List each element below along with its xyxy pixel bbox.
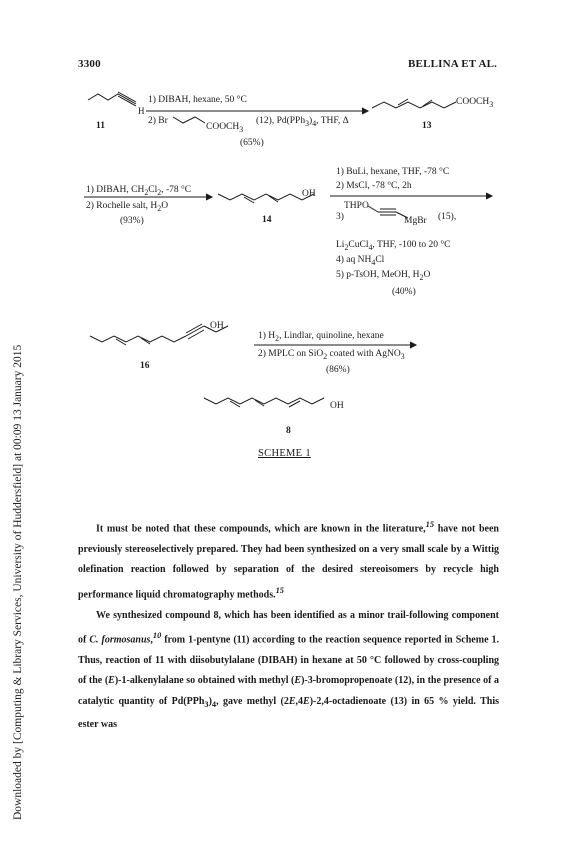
- download-notice: Downloaded by [Computing & Library Services, University of Huddersfield] at 00:09 13 January 2015: [12, 344, 24, 820]
- step1-reagent-br: 2) Br: [148, 116, 168, 126]
- body-text: [78, 515, 499, 736]
- step1-reagent-line1: 1) DIBAH, hexane, 50 °C: [148, 95, 247, 105]
- step1-yield: (65%): [240, 138, 264, 148]
- scheme-title: SCHEME 1: [258, 448, 311, 459]
- step3-reagent-line1: 1) BuLi, hexane, THF, -78 °C: [336, 167, 450, 177]
- compound-11-label: 11: [96, 121, 105, 131]
- step2-reagent-line1: 1) DIBAH, $CH_2Cl_2$, -78 °C: [86, 185, 192, 197]
- step3-reagent-line2: 2) MsCl, -78 °C, 2h: [336, 181, 412, 191]
- step4-reagent-line1: 1) $H_2$, Lindlar, quinoline, hexane: [258, 331, 384, 343]
- step3-yield: (40%): [392, 287, 416, 297]
- step4-yield: (86%): [326, 365, 350, 375]
- page-number: 3300: [78, 58, 101, 70]
- step1-reagent-catalyst: (12), $Pd(PPh_3)_4$, THF, Δ: [256, 116, 349, 128]
- step2-yield: (93%): [120, 216, 144, 226]
- compound-16-group: OH: [210, 321, 224, 331]
- compound-8-label: 8: [286, 426, 291, 436]
- step3-reagent-line4: $Li_2CuCl_4$, THF, -100 to 20 °C: [336, 240, 451, 252]
- step3-ref: (15),: [438, 212, 457, 222]
- step1-reagent-line2: [148, 115, 168, 127]
- paragraph-2: We synthesized compound 8, which has been identified as a minor trail-following component of C. formosanus,$^{10}$ from 1-pentyne (11) according to the reaction sequence reported in Scheme 1. Thus, reaction of 11 with diisobutylalane (DIBAH) in hexane at 50 °C followed by cross-coupling of the (E)-1-alkenylalane so obtained with methyl (E)-3-bromopropenoate (12), in the presence of a catalytic quantity of $Pd(PPh_3)_4$, gave methyl (2E,4E)-2,4-octadienoate (13) in 65 % yield. This ester was: [78, 609, 500, 731]
- step3-thpo: THPO: [344, 201, 369, 211]
- paragraph-1: It must be noted that these compounds, which are known in the literature,$^{15}$ have not been previously stereoselectively prepared. They had been synthesized on a very small scale by a Wittig olefination reaction followed by separation of the desired stereoisomers by recycle high performance liquid chromatography methods.$^{15}$: [78, 520, 499, 601]
- compound-8-group: OH: [330, 401, 344, 411]
- compound-16-label: 16: [140, 361, 150, 371]
- step1-reagent-cooch3: $COOCH_3$: [206, 122, 244, 134]
- step2-reagent-line2: 2) Rochelle salt, $H_2O$: [86, 201, 169, 213]
- compound-14-group: OH: [302, 189, 316, 199]
- step3-reagent-line6: 5) p-TsOH, MeOH, $H_2O$: [336, 270, 431, 282]
- compound-13-label: 13: [422, 121, 432, 131]
- atom-h: H: [138, 106, 145, 116]
- step3-index: 3): [336, 212, 344, 222]
- compound-13-group: $COOCH_3$: [456, 97, 494, 109]
- step3-mgbr: MgBr: [404, 216, 427, 226]
- step3-reagent-line5: 4) aq $NH_4Cl$: [336, 255, 385, 267]
- compound-14-label: 14: [262, 215, 272, 225]
- step4-reagent-line2: 2) MPLC on SiO$_2$ coated with AgNO$_3$: [258, 349, 405, 361]
- running-head: BELLINA ET AL.: [408, 58, 498, 70]
